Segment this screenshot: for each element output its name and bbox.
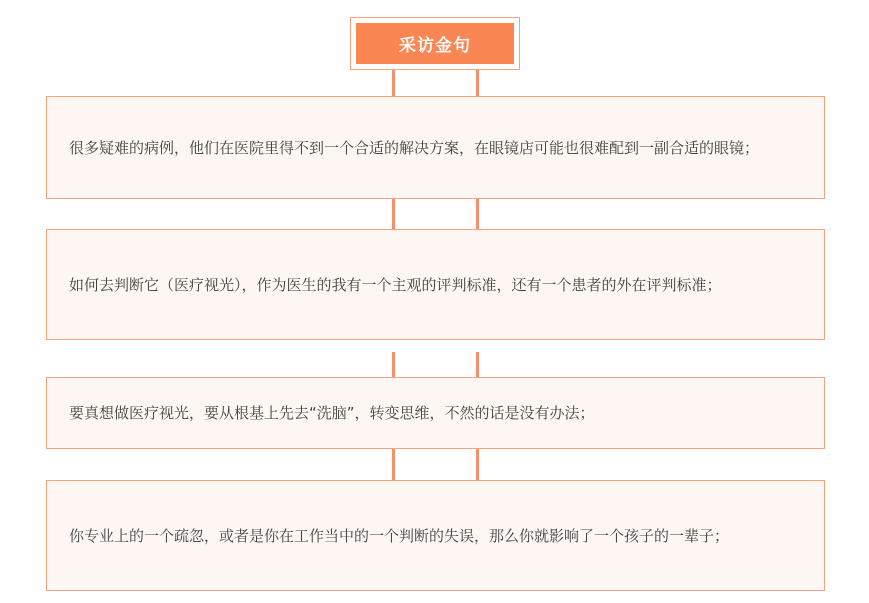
quote-box-1 [46,96,825,199]
connector-line [392,70,395,96]
connector-line [476,449,479,480]
connector-line [476,352,479,378]
connector-line [392,199,395,229]
connector-line [392,449,395,480]
quote-text-2: 如何去判断它（医疗视光），作为医生的我有一个主观的评判标准，还有一个患者的外在评判标准； [69,275,722,294]
page-title: 采访金句 [356,23,514,64]
connector-line [476,199,479,229]
quote-box-3 [46,377,825,449]
quote-box-2 [46,229,825,340]
quote-text-1: 很多疑难的病例，他们在医院里得不到一个合适的解决方案，在眼镜店可能也很难配到一副合适的眼镜； [69,138,760,157]
title-frame [350,17,520,70]
connector-line [476,70,479,96]
connector-line [392,352,395,378]
quote-text-3: 要真想做医疗视光，要从根基上先去“洗脑”，转变思维，不然的话是没有办法； [69,404,595,422]
quote-box-4 [46,480,825,591]
quote-text-4: 你专业上的一个疏忽，或者是你在工作当中的一个判断的失误，那么你就影响了一个孩子的一辈子； [69,526,730,545]
